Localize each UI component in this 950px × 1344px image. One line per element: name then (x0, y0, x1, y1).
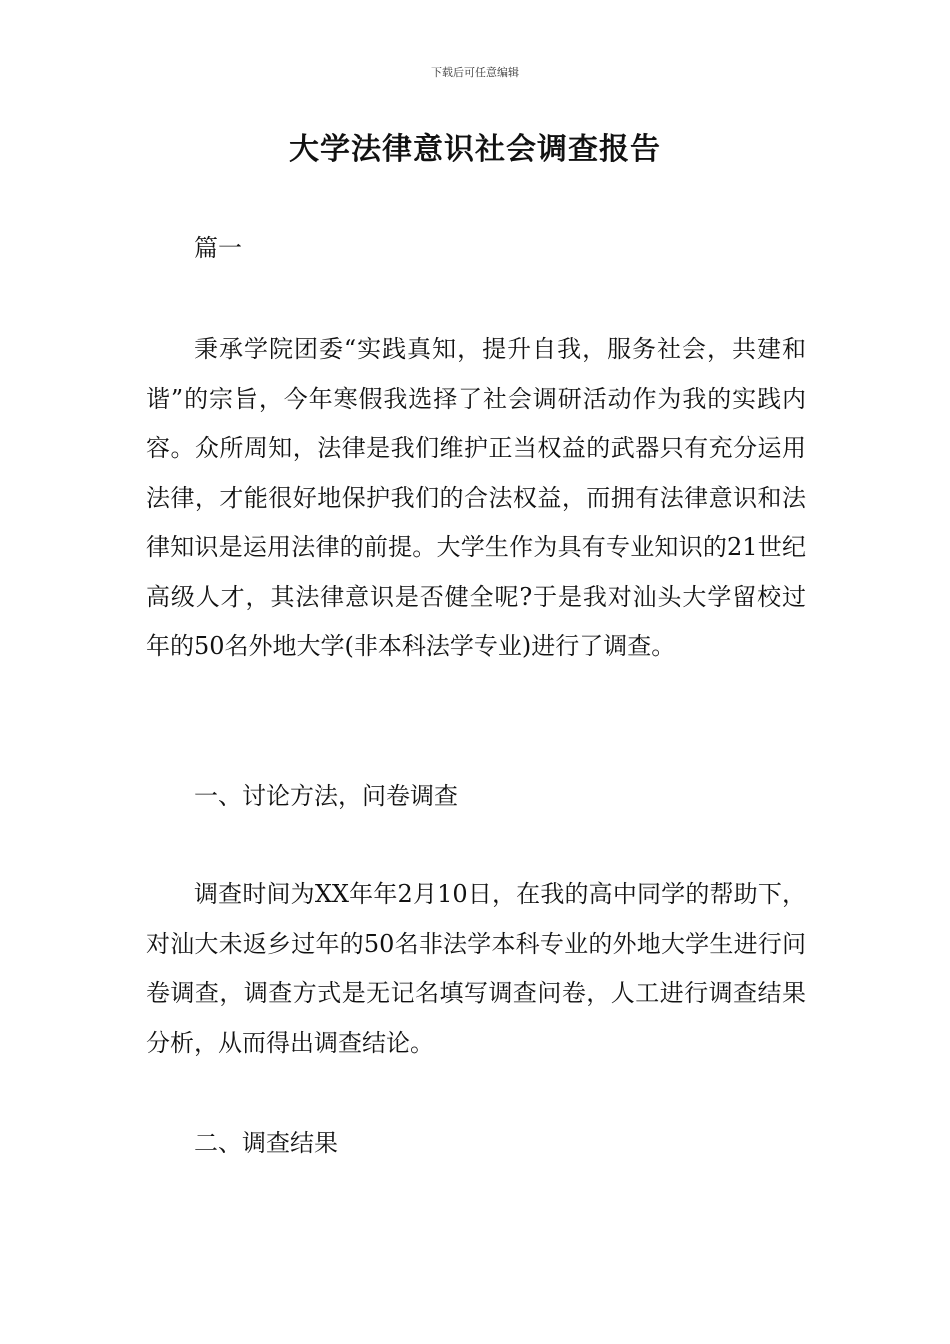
section-heading-method: 一、讨论方法，问卷调查 (194, 782, 458, 810)
header-note: 下载后可任意编辑 (431, 66, 519, 79)
method-paragraph: 调查时间为XX年年2月10日，在我的高中同学的帮助下，对汕大未返乡过年的50名非法学本科专业的外地大学生进行问卷调查，调查方式是无记名填写调查问卷，人工进行调查结果分析，从而得出调查结论。 (146, 880, 806, 1057)
document-title: 大学法律意识社会调查报告 (289, 132, 661, 167)
intro-paragraph: 秉承学院团委“实践真知，提升自我，服务社会，共建和谐”的宗旨，今年寒假我选择了社会调研活动作为我的实践内容。众所周知，法律是我们维护正当权益的武器只有充分运用法律，才能很好地保护我们的合法权益，而拥有法律意识和法律知识是运用法律的前提。大学生作为具有专业知识的21世纪高级人才，其法律意识是否健全呢?于是我对汕头大学留校过年的50名外地大学(非本科法学专业)进行了调查。 (146, 335, 806, 660)
section-heading-results: 二、调查结果 (194, 1129, 338, 1157)
section-label: 篇一 (194, 234, 242, 262)
